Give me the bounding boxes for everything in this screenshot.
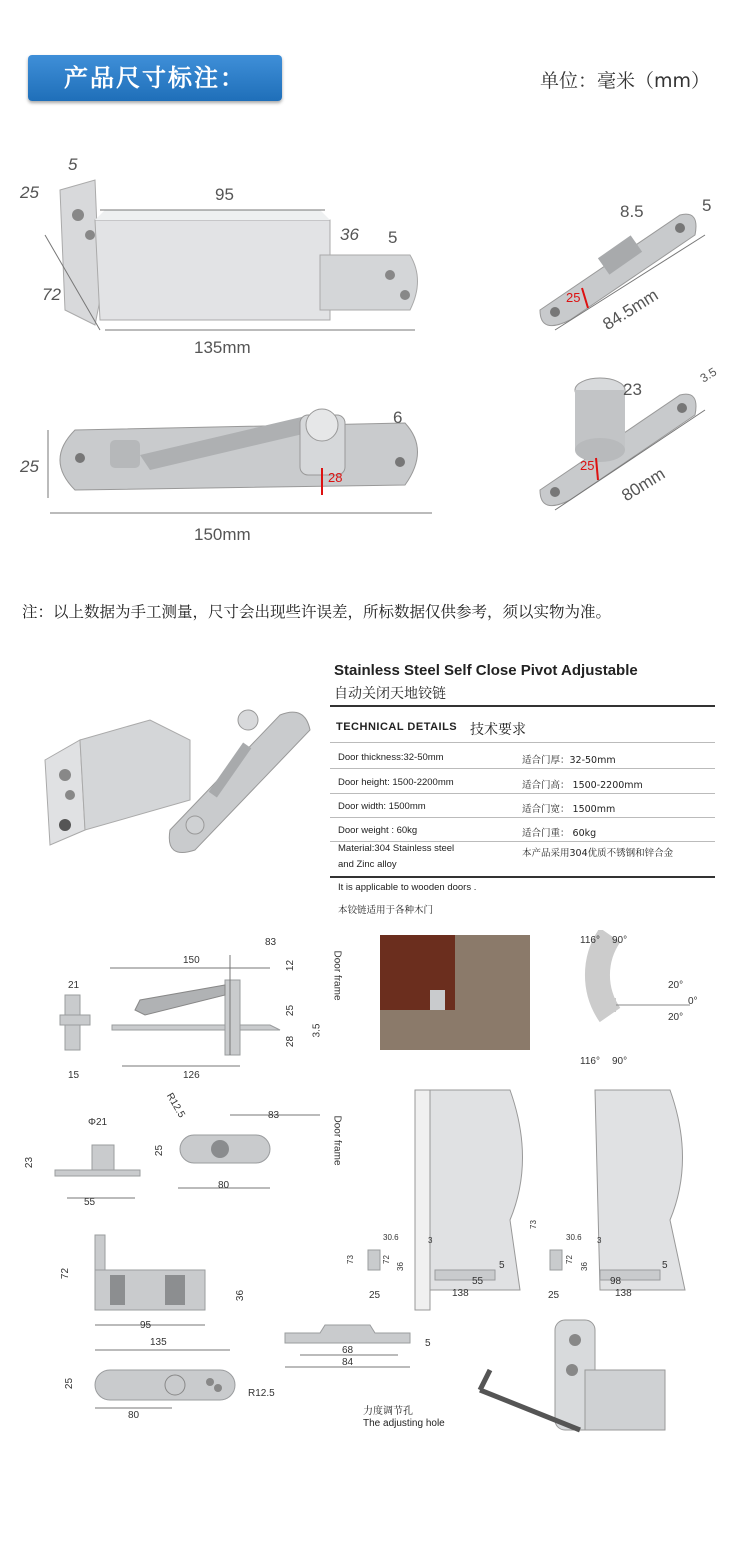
dim-28: 28 bbox=[328, 470, 343, 485]
dwg-135: 135 bbox=[150, 1337, 167, 1348]
t-73: 73 bbox=[528, 1220, 538, 1229]
spec-rule bbox=[330, 742, 715, 743]
t-5: 5 bbox=[662, 1260, 668, 1271]
dwg-15: 15 bbox=[68, 1070, 80, 1081]
section-title-badge: 产品尺寸标注： bbox=[28, 55, 282, 101]
s-138: 138 bbox=[452, 1288, 469, 1299]
tech-details-cn: 技术要求 bbox=[470, 722, 526, 738]
tech-details-en: TECHNICAL DETAILS bbox=[336, 721, 458, 733]
t-98: 98 bbox=[610, 1276, 622, 1287]
dim-25-d: 25 bbox=[580, 458, 595, 473]
dim-95: 95 bbox=[215, 185, 234, 204]
dwg-23: 23 bbox=[24, 1156, 36, 1169]
angle-0: 0° bbox=[688, 996, 698, 1007]
t-3: 3 bbox=[597, 1236, 602, 1245]
dim-5-b: 5 bbox=[388, 228, 398, 247]
spec-bottom-rule bbox=[330, 876, 715, 878]
applicable-cn: 本铰链适用于各种木门 bbox=[338, 905, 434, 916]
dwg-25-e: 25 bbox=[64, 1377, 76, 1390]
dwg-3-5: 3.5 bbox=[311, 1023, 323, 1038]
dim-5-c: 5 bbox=[702, 196, 712, 215]
spec-row-cn: 适合门厚：32-50mm bbox=[522, 755, 616, 766]
t-25: 25 bbox=[548, 1290, 560, 1301]
dim-23: 23 bbox=[623, 380, 642, 399]
dim-72: 72 bbox=[42, 285, 61, 304]
t-30-6: 30.6 bbox=[566, 1233, 582, 1242]
dwg-28: 28 bbox=[285, 1035, 297, 1048]
dwg-83-b: 83 bbox=[268, 1110, 280, 1121]
angle-116-bottom: 116° bbox=[580, 1056, 600, 1067]
spec-rule bbox=[330, 817, 715, 818]
door-frame-label: Door frame bbox=[331, 1115, 343, 1166]
dwg-83: 83 bbox=[265, 937, 277, 948]
spec-title-cn: 自动关闭天地铰链 bbox=[334, 686, 446, 702]
spec-row-cn: 本产品采用304优质不锈钢和锌合金 bbox=[522, 848, 674, 859]
s-36: 36 bbox=[395, 1262, 405, 1271]
dwg-84: 84 bbox=[342, 1357, 354, 1368]
spec-row-cn: 适合门高： 1500-2200mm bbox=[522, 780, 643, 791]
product-photo-pair bbox=[30, 690, 320, 880]
spec-rule bbox=[330, 793, 715, 794]
spec-row-en: Door weight : 60kg bbox=[338, 825, 418, 836]
dwg-68: 68 bbox=[342, 1345, 354, 1356]
dwg-80-b: 80 bbox=[218, 1180, 230, 1191]
dim-150mm: 150mm bbox=[194, 525, 251, 544]
dim-25-b: 25 bbox=[566, 290, 581, 305]
technical-drawings bbox=[0, 930, 750, 1541]
dim-8-5: 8.5 bbox=[620, 202, 644, 221]
dim-25-a: 25 bbox=[20, 183, 39, 202]
adjusting-hole-en: The adjusting hole bbox=[363, 1418, 445, 1429]
s-5: 5 bbox=[499, 1260, 505, 1271]
dim-25-c: 25 bbox=[20, 457, 39, 476]
dim-3-5: 3.5 bbox=[697, 364, 720, 386]
applicable-en: It is applicable to wooden doors . bbox=[338, 882, 477, 893]
arm-plate-image bbox=[60, 409, 418, 490]
measurement-note: 注：以上数据为手工测量，尺寸会出现些许误差，所标数据仅供参考，须以实物为准。 bbox=[22, 603, 612, 621]
dwg-phi21: Φ21 bbox=[88, 1117, 108, 1128]
spec-top-rule bbox=[330, 705, 715, 707]
dwg-25: 25 bbox=[285, 1004, 297, 1017]
t-72: 72 bbox=[564, 1255, 574, 1264]
s-30-6: 30.6 bbox=[383, 1233, 399, 1242]
dim-6: 6 bbox=[393, 408, 403, 427]
angle-90-bottom: 90° bbox=[612, 1056, 628, 1067]
t-36: 36 bbox=[579, 1262, 589, 1271]
spec-title-en: Stainless Steel Self Close Pivot Adjustable bbox=[334, 662, 638, 679]
angle-90-top: 90° bbox=[612, 935, 628, 946]
dwg-25-b: 25 bbox=[154, 1144, 166, 1157]
spec-row-cn: 适合门重： 60kg bbox=[522, 828, 597, 839]
s-73: 73 bbox=[345, 1255, 355, 1264]
dwg-21: 21 bbox=[68, 980, 80, 991]
dwg-5: 5 bbox=[425, 1338, 431, 1349]
unit-label: 单位：毫米（mm） bbox=[540, 70, 711, 92]
adjusting-hole-cn: 力度调节孔 bbox=[363, 1406, 413, 1417]
dwg-126: 126 bbox=[183, 1070, 200, 1081]
cylinder-plate-image bbox=[540, 378, 696, 506]
dwg-r12-5-e: R12.5 bbox=[248, 1388, 275, 1399]
s-55: 55 bbox=[472, 1276, 484, 1287]
dim-36: 36 bbox=[340, 225, 359, 244]
spec-row-en: Material:304 Stainless steel bbox=[338, 843, 455, 854]
dim-5-a: 5 bbox=[68, 155, 78, 174]
spec-rule bbox=[330, 841, 715, 842]
dim-80mm: 80mm bbox=[618, 464, 669, 506]
dwg-r12-5-a: R12.5 bbox=[163, 1091, 187, 1120]
s-3: 3 bbox=[428, 1236, 433, 1245]
spec-row-en-cont: and Zinc alloy bbox=[338, 859, 397, 870]
angle-20-top: 20° bbox=[668, 980, 684, 991]
spec-row-en: Door height: 1500-2200mm bbox=[338, 777, 454, 788]
t-138: 138 bbox=[615, 1288, 632, 1299]
spec-rule bbox=[330, 768, 715, 769]
spec-row-en: Door thickness:32-50mm bbox=[338, 752, 444, 763]
s-72: 72 bbox=[381, 1255, 391, 1264]
dim-84-5mm: 84.5mm bbox=[599, 285, 662, 334]
dim-135mm: 135mm bbox=[194, 338, 251, 357]
dwg-72: 72 bbox=[60, 1267, 72, 1280]
angle-116-top: 116° bbox=[580, 935, 600, 946]
dwg-36: 36 bbox=[235, 1289, 247, 1302]
dwg-12: 12 bbox=[285, 959, 297, 972]
top-pivot-body-image bbox=[60, 180, 418, 325]
dwg-80-e: 80 bbox=[128, 1410, 140, 1421]
dwg-95: 95 bbox=[140, 1320, 152, 1331]
dwg-55: 55 bbox=[84, 1197, 96, 1208]
angle-20-bottom: 20° bbox=[668, 1012, 684, 1023]
s-25: 25 bbox=[369, 1290, 381, 1301]
dwg-150: 150 bbox=[183, 955, 200, 966]
spec-row-cn: 适合门宽： 1500mm bbox=[522, 804, 616, 815]
door-frame-label: Door frame bbox=[331, 950, 343, 1001]
spec-row-en: Door width: 1500mm bbox=[338, 801, 426, 812]
